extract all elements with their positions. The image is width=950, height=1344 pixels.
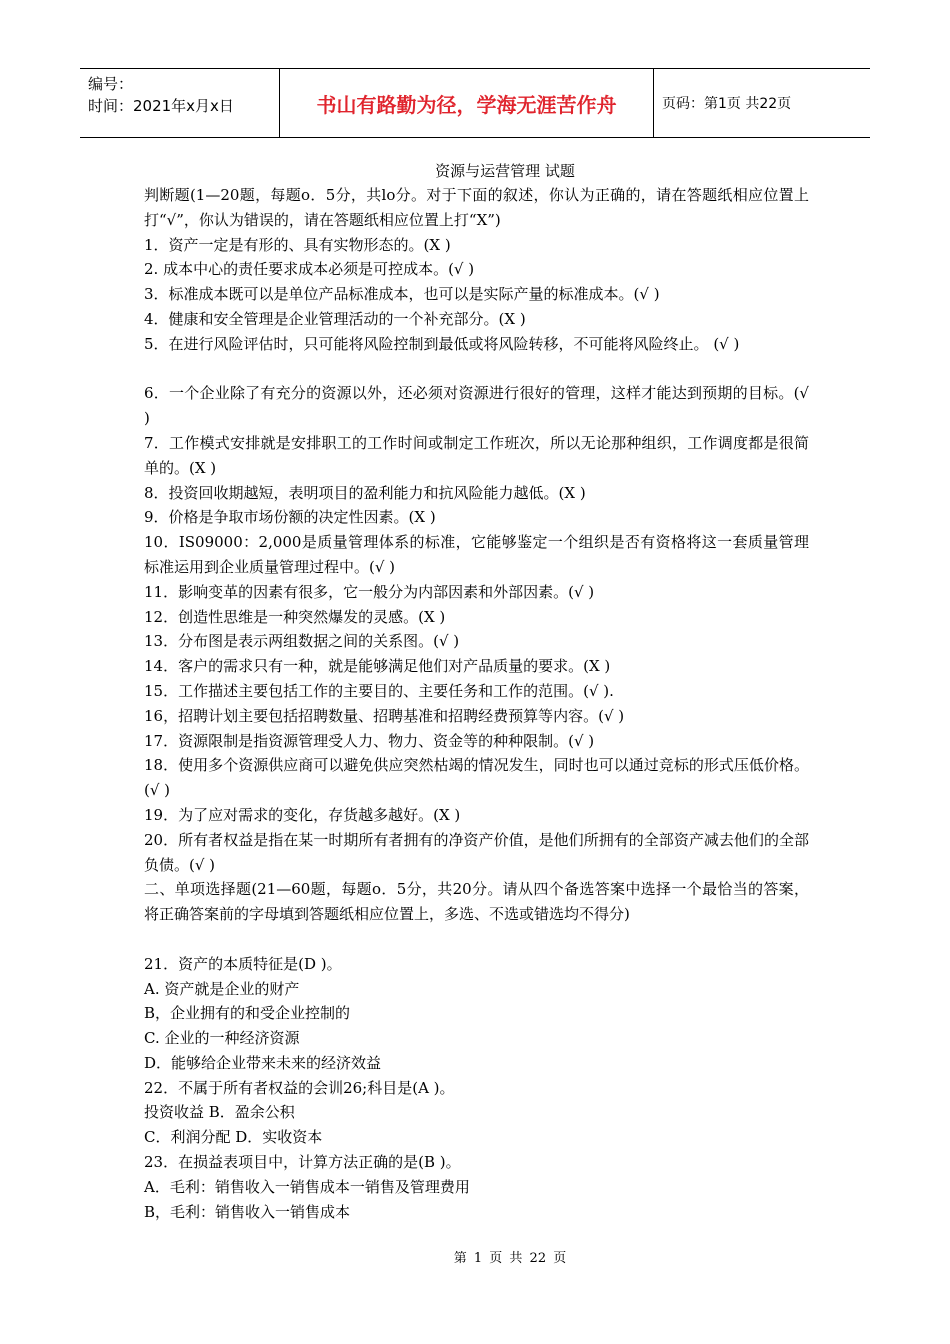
body-line: 19．为了应对需求的变化，存货越多越好。(X ) bbox=[144, 805, 461, 824]
body-line: 20．所有者权益是指在某一时期所有者拥有的净资产价值，是他们所拥有的全部资产减去他们的全部负债。(√ ) bbox=[144, 830, 809, 874]
body-line: 18．使用多个资源供应商可以避免供应突然枯竭的情况发生，同时也可以通过竞标的形式压低价格。(√ ) bbox=[144, 756, 809, 800]
body-line: B，企业拥有的和受企业控制的 bbox=[144, 1004, 351, 1023]
body-line: 二、单项选择题(21—60题，每题o．5分，共20分。请从四个备选答案中选择一个最恰当的答案，将正确答案前的字母填到答题纸相应位置上，多选、不选或错选均不得分) bbox=[144, 880, 809, 924]
blank-line bbox=[144, 927, 809, 952]
body-line: 判断题(1—20题，每题o．5分，共lo分。对于下面的叙述，你认为正确的，请在答题纸相应位置上打“√”，你认为错误的，请在答题纸相应位置上打“X”) bbox=[144, 186, 809, 229]
body-line: 17．资源限制是指资源管理受人力、物力、资金等的种种限制。(√ ) bbox=[144, 731, 595, 750]
header-motto: 书山有路勤为径，学海无涯苦作舟 bbox=[280, 69, 654, 137]
body-line: 9．价格是争取市场份额的决定性因素。(X ) bbox=[144, 508, 436, 527]
page-footer: 第 1 页 共 22 页 bbox=[453, 1251, 567, 1266]
body-line: 8．投资回收期越短，表明项目的盈利能力和抗风险能力越低。(X ) bbox=[144, 483, 586, 502]
body-line: 2. 成本中心的责任要求成本必须是可控成本。(√ ) bbox=[144, 260, 475, 279]
time-label: 时间：2021年x月x日 bbox=[88, 97, 234, 115]
body-line: 15．工作描述主要包括工作的主要目的、主要任务和工作的范围。(√ ). bbox=[144, 681, 614, 700]
body-line: 12．创造性思维是一种突然爆发的灵感。(X ) bbox=[144, 607, 446, 626]
body-line: 7．工作模式安排就是安排职工的工作时间或制定工作班次，所以无论那种组织，工作调度都是很简单的。(X ) bbox=[144, 433, 809, 477]
body-line: 5．在进行风险评估时，只可能将风险控制到最低或将风险转移，不可能将风险终止。 (√ ) bbox=[144, 334, 740, 353]
body-line: 13．分布图是表示两组数据之间的关系图。(√ ) bbox=[144, 632, 460, 651]
body-line: 4．健康和安全管理是企业管理活动的一个补充部分。(X ) bbox=[144, 309, 526, 328]
body-line: 21．资产的本质特征是(D )。 bbox=[144, 954, 342, 973]
blank-line bbox=[144, 357, 809, 382]
body-line: 投资收益 B．盈余公积 bbox=[144, 1103, 295, 1122]
page-header bbox=[80, 68, 870, 138]
body-line: 11．影响变革的因素有很多，它一般分为内部因素和外部因素。(√ ) bbox=[144, 582, 595, 601]
document-body bbox=[144, 183, 809, 1224]
body-line: B，毛利：销售收入一销售成本 bbox=[144, 1202, 351, 1221]
doc-number-label: 编号： bbox=[88, 75, 134, 93]
body-line: A. 资产就是企业的财产 bbox=[144, 979, 300, 998]
body-line: 23．在损益表项目中，计算方法正确的是(B )。 bbox=[144, 1153, 461, 1172]
body-line: 22．不属于所有者权益的会训26;科目是(A )。 bbox=[144, 1078, 455, 1097]
body-line: 6．一个企业除了有充分的资源以外，还必须对资源进行很好的管理，这样才能达到预期的目标。(√ ) bbox=[144, 384, 809, 428]
body-line: 10．IS09000：2,000是质量管理体系的标准，它能够鉴定一个组织是否有资格将这一套质量管理标准运用到企业质量管理过程中。(√ ) bbox=[144, 533, 809, 576]
header-meta bbox=[80, 69, 280, 137]
body-line: 16，招聘计划主要包括招聘数量、招聘基准和招聘经费预算等内容。(√ ) bbox=[144, 706, 625, 725]
header-page-info: 页码：第1页 共22页 bbox=[662, 96, 792, 112]
body-line: C. 企业的一种经济资源 bbox=[144, 1029, 300, 1048]
body-line: 1．资产一定是有形的、具有实物形态的。(X ) bbox=[144, 235, 451, 254]
body-line: D．能够给企业带来未来的经济效益 bbox=[144, 1053, 382, 1072]
document-title: 资源与运营管理 试题 bbox=[435, 162, 575, 180]
body-line: 14．客户的需求只有一种，就是能够满足他们对产品质量的要求。(X ) bbox=[144, 657, 611, 676]
body-line: A．毛利：销售收入一销售成本一销售及管理费用 bbox=[144, 1177, 470, 1196]
body-line: 3．标准成本既可以是单位产品标准成本，也可以是实际产量的标准成本。(√ ) bbox=[144, 285, 660, 304]
body-line: C．利润分配 D．实收资本 bbox=[144, 1128, 323, 1147]
